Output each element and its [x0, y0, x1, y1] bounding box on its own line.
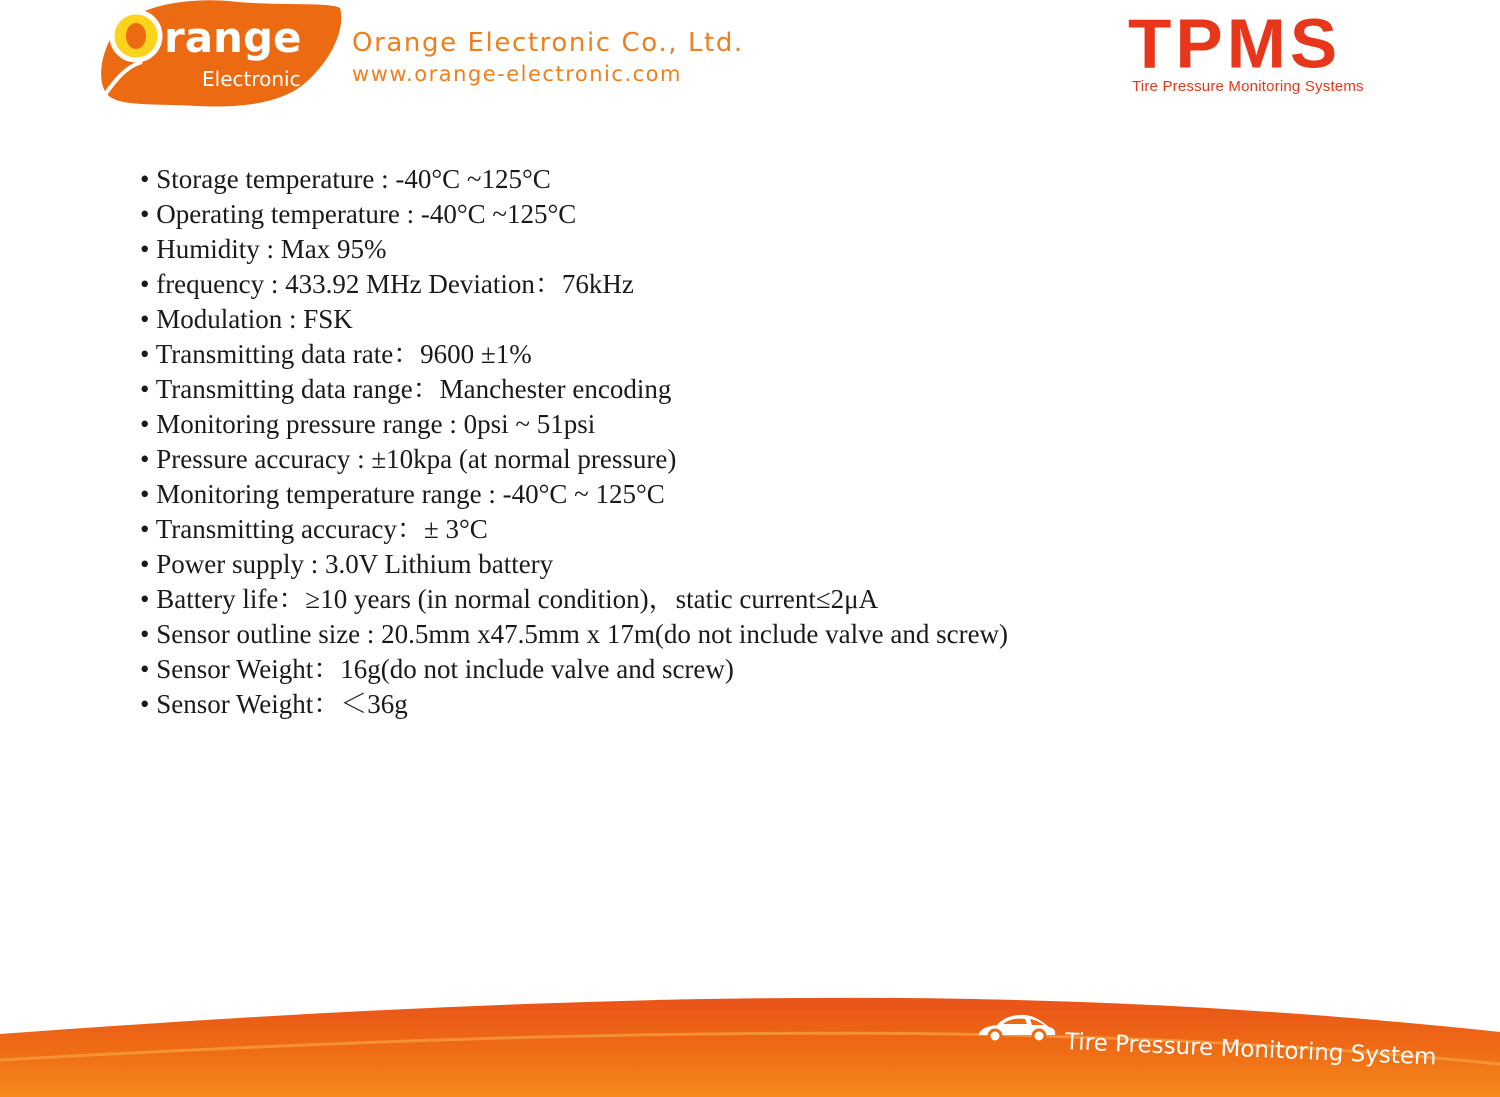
car-icon	[977, 1010, 1057, 1046]
spec-item: • Pressure accuracy : ±10kpa (at normal pressure)	[140, 442, 1008, 477]
spec-item: • Power supply : 3.0V Lithium battery	[140, 547, 1008, 582]
spec-list	[140, 162, 1008, 722]
svg-text:Electronic: Electronic	[202, 67, 301, 91]
spec-item: • Monitoring temperature range : -40°C ~ 125°C	[140, 477, 1008, 512]
company-info	[352, 26, 744, 88]
spec-item: • Sensor Weight：＜36g	[140, 687, 1008, 722]
spec-item: • Transmitting accuracy：± 3°C	[140, 512, 1008, 547]
tpms-badge	[1128, 5, 1418, 95]
tpms-title: TPMS	[1128, 5, 1342, 84]
tpms-subtitle: Tire Pressure Monitoring Systems	[1132, 78, 1364, 95]
orange-electronic-logo	[98, 0, 343, 110]
spec-item: • Monitoring pressure range : 0psi ~ 51psi	[140, 407, 1008, 442]
spec-item: • Modulation : FSK	[140, 302, 1008, 337]
spec-item: • Sensor outline size : 20.5mm x47.5mm x 17m(do not include valve and screw)	[140, 617, 1008, 652]
spec-item: • Sensor Weight：16g(do not include valve and screw)	[140, 652, 1008, 687]
company-url: www.orange-electronic.com	[352, 62, 682, 86]
spec-item: • Transmitting data range：Manchester encoding	[140, 372, 1008, 407]
spec-item: • Operating temperature : -40°C ~125°C	[140, 197, 1008, 232]
spec-item: • Battery life：≥10 years (in normal condition)，static current≤2μA	[140, 582, 1008, 617]
spec-item: • Storage temperature : -40°C ~125°C	[140, 162, 1008, 197]
spec-item: • frequency : 433.92 MHz Deviation：76kHz	[140, 267, 1008, 302]
spec-item: • Transmitting data rate：9600 ±1%	[140, 337, 1008, 372]
company-name: Orange Electronic Co., Ltd.	[352, 28, 744, 58]
spec-item: • Humidity : Max 95%	[140, 232, 1008, 267]
footer-title: Tire Pressure Monitoring System	[1064, 1029, 1437, 1071]
svg-text:range: range	[164, 13, 302, 62]
